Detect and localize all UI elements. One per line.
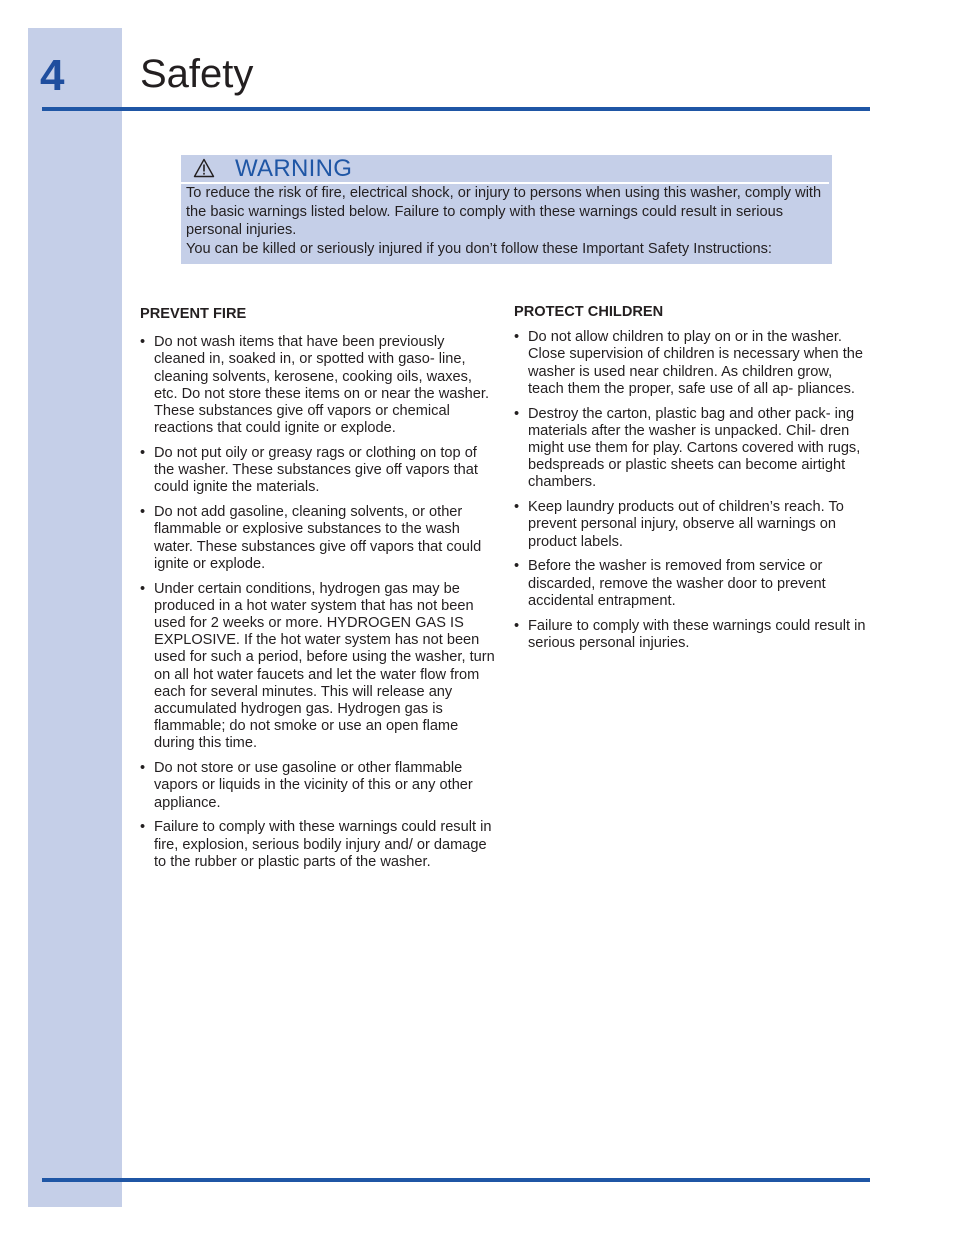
list-item: • Do not allow children to play on or in the washer. Close supervision of children is necessary when the washer is used near children. As children grow, teach them the proper, safe use of all ap- pliances.	[514, 329, 864, 397]
list-item: • Before the washer is removed from service or discarded, remove the washer door to prevent accidental entrapment.	[514, 558, 826, 609]
prevent-fire-section	[140, 306, 496, 879]
list-item: • Keep laundry products out of children’s reach. To prevent personal injury, observe all warnings on product labels.	[514, 499, 844, 550]
warning-line: You can be killed or seriously injured if you don’t follow these Important Safety Instructions:	[186, 240, 772, 257]
list-item: • Destroy the carton, plastic bag and other pack- ing materials after the washer is unpacked. Chil- dren might use them for play. Cartons covered with rugs, bedspreads or plastic sheets can become airtight chambers.	[514, 405, 861, 491]
warning-triangle-icon	[193, 158, 215, 178]
footer-rule	[42, 1178, 870, 1182]
bullet-list	[514, 329, 870, 652]
list-item: • Failure to comply with these warnings could result in serious personal injuries.	[514, 617, 866, 651]
list-item-text: Do not allow children to play on or in the washer. Close supervision of children is necessary when the washer is used near children. As children grow, teach them the proper, safe use of all ap- pliances.	[528, 329, 864, 397]
list-item-text: Do not store or use gasoline or other flammable vapors or liquids in the vicinity of this or any other appliance.	[154, 760, 473, 811]
list-item: • Do not add gasoline, cleaning solvents, or other flammable or explosive substances to the wash water. These substances give off vapors that could ignite or explode.	[140, 504, 482, 572]
list-item-text: Do not add gasoline, cleaning solvents, or other flammable or explosive substances to the wash water. These substances give off vapors that could ignite or explode.	[154, 504, 482, 572]
header-rule	[42, 107, 870, 111]
page-number: 4	[40, 51, 65, 100]
list-item-text: Destroy the carton, plastic bag and other pack- ing materials after the washer is unpacked. Chil- dren might use them for play. Cartons covered with rugs, bedspreads or plastic sheets can become airtight chambers.	[528, 405, 861, 491]
section-heading: PROTECT CHILDREN	[514, 304, 664, 320]
section-heading: PREVENT FIRE	[140, 306, 247, 322]
list-item: • Failure to comply with these warnings could result in fire, explosion, serious bodily injury and/ or damage to the rubber or plastic parts of the washer.	[140, 819, 492, 870]
bullet-list	[140, 334, 496, 871]
list-item: • Under certain conditions, hydrogen gas may be produced in a hot water system that has not been used for 2 weeks or more. HYDROGEN GAS IS EXPLOSIVE. If the hot water system has not been used for such a period, before using the washer, turn on all hot water faucets and let the water flow from each for several minutes. This will release any accumulated hydrogen gas. Hydrogen gas is flammable; do not smoke or use an open flame during this time.	[140, 580, 495, 752]
warning-line: To reduce the risk of fire, electrical shock, or injury to persons when using this washer, comply with the basic warnings listed below. Failure to comply with these warnings could result in serious personal injuries.	[186, 185, 822, 238]
warning-header	[181, 155, 829, 184]
page-sidebar	[28, 28, 122, 1207]
list-item-text: Keep laundry products out of children’s reach. To prevent personal injury, observe all warnings on product labels.	[528, 499, 844, 550]
list-item-text: Do not wash items that have been previously cleaned in, soaked in, or spotted with gaso- line, cleaning solvents, kerosene, cooking oils, waxes, etc. Do not store these items on or near the washer. These substances give off vapors or chemical reactions that could ignite or explode.	[154, 334, 490, 437]
warning-title: WARNING	[235, 155, 353, 182]
protect-children-section	[514, 304, 870, 660]
warning-box	[181, 155, 832, 264]
list-item: • Do not store or use gasoline or other flammable vapors or liquids in the vicinity of this or any other appliance.	[140, 760, 473, 811]
list-item: • Do not put oily or greasy rags or clothing on top of the washer. These substances give off vapors that could ignite the materials.	[140, 445, 478, 496]
list-item-text: Before the washer is removed from service or discarded, remove the washer door to prevent accidental entrapment.	[528, 558, 826, 609]
list-item-text: Do not put oily or greasy rags or clothing on top of the washer. These substances give off vapors that could ignite the materials.	[154, 445, 478, 496]
list-item-text: Under certain conditions, hydrogen gas may be produced in a hot water system that has not been used for 2 weeks or more. HYDROGEN GAS IS EXPLOSIVE. If the hot water system has not been used for such a period, before using the washer, turn on all hot water faucets and let the water flow from each for several minutes. This will release any accumulated hydrogen gas. Hydrogen gas is flammable; do not smoke or use an open flame during this time.	[154, 580, 495, 752]
list-item: • Do not wash items that have been previously cleaned in, soaked in, or spotted with gaso- line, cleaning solvents, kerosene, cooking oils, waxes, etc. Do not store these items on or near the washer. These substances give off vapors or chemical reactions that could ignite or explode.	[140, 334, 490, 437]
warning-text	[186, 184, 826, 258]
list-item-text: Failure to comply with these warnings could result in fire, explosion, serious bodily injury and/ or damage to the rubber or plastic parts of the washer.	[154, 819, 492, 870]
list-item-text: Failure to comply with these warnings could result in serious personal injuries.	[528, 617, 866, 651]
page-title: Safety	[140, 52, 254, 96]
